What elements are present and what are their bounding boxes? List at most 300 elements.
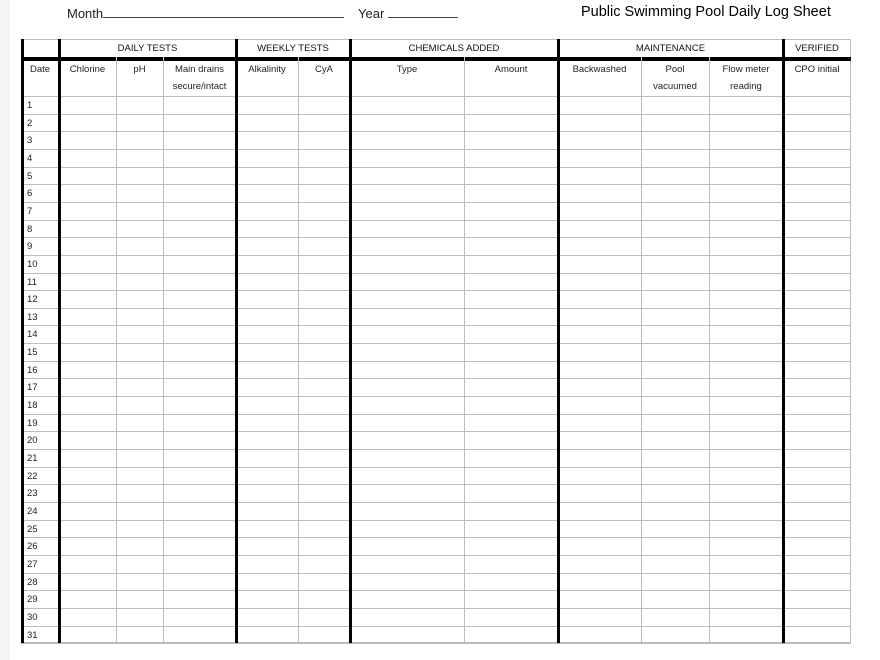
table-cell[interactable] (641, 449, 709, 467)
table-cell[interactable] (350, 414, 464, 432)
table-cell[interactable] (641, 396, 709, 414)
table-cell[interactable] (558, 467, 641, 485)
table-cell[interactable] (709, 343, 783, 361)
table-cell[interactable] (116, 573, 163, 591)
table-cell[interactable] (163, 414, 236, 432)
table-cell[interactable] (163, 167, 236, 185)
table-cell[interactable] (59, 608, 116, 626)
table-cell[interactable] (464, 378, 558, 396)
table-cell[interactable] (298, 520, 350, 538)
table-cell[interactable] (709, 484, 783, 502)
table-cell[interactable] (558, 502, 641, 520)
table-cell[interactable] (236, 449, 298, 467)
table-cell[interactable] (59, 484, 116, 502)
table-cell[interactable] (163, 608, 236, 626)
table-cell[interactable] (558, 590, 641, 608)
table-cell[interactable] (558, 378, 641, 396)
table-cell[interactable] (163, 555, 236, 573)
table-cell[interactable] (59, 361, 116, 379)
table-cell[interactable] (558, 149, 641, 167)
table-cell[interactable] (783, 537, 851, 555)
table-cell[interactable] (464, 184, 558, 202)
table-cell[interactable] (350, 149, 464, 167)
table-cell[interactable] (298, 555, 350, 573)
table-cell[interactable] (709, 325, 783, 343)
table-cell[interactable] (783, 467, 851, 485)
table-cell[interactable] (163, 325, 236, 343)
table-cell[interactable] (558, 343, 641, 361)
table-cell[interactable] (163, 626, 236, 644)
table-cell[interactable] (116, 467, 163, 485)
table-cell[interactable] (59, 467, 116, 485)
table-cell[interactable] (783, 431, 851, 449)
table-cell[interactable] (116, 537, 163, 555)
table-cell[interactable] (236, 184, 298, 202)
table-cell[interactable] (709, 290, 783, 308)
table-cell[interactable] (298, 502, 350, 520)
table-cell[interactable] (236, 237, 298, 255)
table-cell[interactable] (163, 343, 236, 361)
table-cell[interactable] (236, 202, 298, 220)
table-cell[interactable] (641, 202, 709, 220)
table-cell[interactable] (116, 325, 163, 343)
table-cell[interactable] (464, 290, 558, 308)
table-cell[interactable] (236, 414, 298, 432)
table-cell[interactable] (464, 396, 558, 414)
table-cell[interactable] (298, 114, 350, 132)
table-cell[interactable] (709, 361, 783, 379)
table-cell[interactable] (783, 308, 851, 326)
table-cell[interactable] (116, 237, 163, 255)
table-cell[interactable] (641, 167, 709, 185)
table-cell[interactable] (783, 167, 851, 185)
table-cell[interactable] (350, 626, 464, 644)
table-cell[interactable] (350, 220, 464, 238)
table-cell[interactable] (641, 220, 709, 238)
table-cell[interactable] (298, 378, 350, 396)
table-cell[interactable] (298, 361, 350, 379)
table-cell[interactable] (558, 573, 641, 591)
table-cell[interactable] (59, 520, 116, 538)
table-cell[interactable] (641, 608, 709, 626)
table-cell[interactable] (116, 131, 163, 149)
table-cell[interactable] (236, 590, 298, 608)
table-cell[interactable] (116, 343, 163, 361)
table-cell[interactable] (558, 325, 641, 343)
table-cell[interactable] (783, 220, 851, 238)
table-cell[interactable] (783, 502, 851, 520)
table-cell[interactable] (116, 378, 163, 396)
table-cell[interactable] (350, 449, 464, 467)
table-cell[interactable] (641, 96, 709, 114)
table-cell[interactable] (350, 343, 464, 361)
table-cell[interactable] (783, 202, 851, 220)
table-cell[interactable] (236, 325, 298, 343)
table-cell[interactable] (163, 467, 236, 485)
table-cell[interactable] (163, 131, 236, 149)
table-cell[interactable] (558, 184, 641, 202)
table-cell[interactable] (298, 325, 350, 343)
table-cell[interactable] (464, 467, 558, 485)
table-cell[interactable] (350, 573, 464, 591)
table-cell[interactable] (116, 220, 163, 238)
table-cell[interactable] (116, 449, 163, 467)
table-cell[interactable] (163, 255, 236, 273)
table-cell[interactable] (236, 537, 298, 555)
table-cell[interactable] (236, 361, 298, 379)
table-cell[interactable] (641, 237, 709, 255)
table-cell[interactable] (298, 237, 350, 255)
table-cell[interactable] (236, 555, 298, 573)
table-cell[interactable] (464, 502, 558, 520)
table-cell[interactable] (298, 96, 350, 114)
table-cell[interactable] (641, 467, 709, 485)
table-cell[interactable] (783, 626, 851, 644)
table-cell[interactable] (709, 467, 783, 485)
table-cell[interactable] (298, 343, 350, 361)
table-cell[interactable] (558, 414, 641, 432)
table-cell[interactable] (558, 361, 641, 379)
table-cell[interactable] (783, 184, 851, 202)
table-cell[interactable] (116, 202, 163, 220)
table-cell[interactable] (783, 378, 851, 396)
table-cell[interactable] (783, 114, 851, 132)
table-cell[interactable] (236, 131, 298, 149)
table-cell[interactable] (709, 414, 783, 432)
table-cell[interactable] (298, 184, 350, 202)
table-cell[interactable] (163, 502, 236, 520)
table-cell[interactable] (783, 414, 851, 432)
table-cell[interactable] (783, 96, 851, 114)
table-cell[interactable] (163, 396, 236, 414)
table-cell[interactable] (236, 484, 298, 502)
table-cell[interactable] (59, 573, 116, 591)
table-cell[interactable] (116, 184, 163, 202)
table-cell[interactable] (236, 573, 298, 591)
table-cell[interactable] (464, 573, 558, 591)
table-cell[interactable] (116, 273, 163, 291)
table-cell[interactable] (641, 590, 709, 608)
table-cell[interactable] (709, 449, 783, 467)
table-cell[interactable] (59, 378, 116, 396)
table-cell[interactable] (116, 484, 163, 502)
table-cell[interactable] (59, 555, 116, 573)
table-cell[interactable] (116, 626, 163, 644)
table-cell[interactable] (116, 114, 163, 132)
table-cell[interactable] (59, 626, 116, 644)
table-cell[interactable] (163, 96, 236, 114)
table-cell[interactable] (59, 114, 116, 132)
table-cell[interactable] (464, 308, 558, 326)
table-cell[interactable] (350, 484, 464, 502)
table-cell[interactable] (236, 343, 298, 361)
table-cell[interactable] (464, 255, 558, 273)
table-cell[interactable] (464, 537, 558, 555)
table-cell[interactable] (59, 290, 116, 308)
table-cell[interactable] (350, 467, 464, 485)
table-cell[interactable] (350, 167, 464, 185)
year-blank-line[interactable] (388, 5, 458, 18)
table-cell[interactable] (298, 431, 350, 449)
table-cell[interactable] (783, 273, 851, 291)
table-cell[interactable] (464, 484, 558, 502)
table-cell[interactable] (709, 555, 783, 573)
table-cell[interactable] (464, 449, 558, 467)
table-cell[interactable] (236, 396, 298, 414)
table-cell[interactable] (350, 431, 464, 449)
table-cell[interactable] (709, 255, 783, 273)
table-cell[interactable] (163, 149, 236, 167)
table-cell[interactable] (350, 255, 464, 273)
table-cell[interactable] (298, 537, 350, 555)
table-cell[interactable] (464, 520, 558, 538)
table-cell[interactable] (464, 220, 558, 238)
table-cell[interactable] (709, 202, 783, 220)
table-cell[interactable] (116, 502, 163, 520)
table-cell[interactable] (116, 290, 163, 308)
table-cell[interactable] (783, 396, 851, 414)
table-cell[interactable] (709, 167, 783, 185)
table-cell[interactable] (464, 167, 558, 185)
table-cell[interactable] (116, 167, 163, 185)
table-cell[interactable] (783, 484, 851, 502)
table-cell[interactable] (464, 361, 558, 379)
table-cell[interactable] (641, 378, 709, 396)
table-cell[interactable] (116, 396, 163, 414)
table-cell[interactable] (464, 149, 558, 167)
table-cell[interactable] (236, 167, 298, 185)
table-cell[interactable] (641, 537, 709, 555)
table-cell[interactable] (236, 378, 298, 396)
table-cell[interactable] (558, 114, 641, 132)
table-cell[interactable] (236, 431, 298, 449)
table-cell[interactable] (163, 237, 236, 255)
table-cell[interactable] (163, 378, 236, 396)
table-cell[interactable] (783, 131, 851, 149)
table-cell[interactable] (783, 590, 851, 608)
table-cell[interactable] (641, 520, 709, 538)
table-cell[interactable] (163, 573, 236, 591)
table-cell[interactable] (163, 431, 236, 449)
table-cell[interactable] (59, 131, 116, 149)
table-cell[interactable] (464, 202, 558, 220)
table-cell[interactable] (558, 202, 641, 220)
table-cell[interactable] (558, 520, 641, 538)
table-cell[interactable] (350, 555, 464, 573)
table-cell[interactable] (709, 396, 783, 414)
table-cell[interactable] (350, 308, 464, 326)
table-cell[interactable] (298, 131, 350, 149)
table-cell[interactable] (641, 308, 709, 326)
table-cell[interactable] (236, 255, 298, 273)
table-cell[interactable] (298, 449, 350, 467)
table-cell[interactable] (298, 396, 350, 414)
table-cell[interactable] (298, 273, 350, 291)
table-cell[interactable] (298, 167, 350, 185)
table-cell[interactable] (116, 149, 163, 167)
table-cell[interactable] (783, 149, 851, 167)
month-blank-line[interactable] (103, 5, 344, 18)
table-cell[interactable] (350, 184, 464, 202)
table-cell[interactable] (558, 96, 641, 114)
table-cell[interactable] (641, 290, 709, 308)
table-cell[interactable] (59, 502, 116, 520)
table-cell[interactable] (350, 202, 464, 220)
table-cell[interactable] (350, 396, 464, 414)
table-cell[interactable] (350, 131, 464, 149)
table-cell[interactable] (350, 237, 464, 255)
table-cell[interactable] (641, 255, 709, 273)
table-cell[interactable] (59, 184, 116, 202)
table-cell[interactable] (236, 96, 298, 114)
table-cell[interactable] (464, 414, 558, 432)
table-cell[interactable] (236, 467, 298, 485)
table-cell[interactable] (236, 308, 298, 326)
table-cell[interactable] (298, 414, 350, 432)
table-cell[interactable] (350, 590, 464, 608)
table-cell[interactable] (709, 96, 783, 114)
table-cell[interactable] (298, 590, 350, 608)
table-cell[interactable] (709, 273, 783, 291)
table-cell[interactable] (59, 325, 116, 343)
table-cell[interactable] (558, 537, 641, 555)
table-cell[interactable] (59, 237, 116, 255)
table-cell[interactable] (59, 96, 116, 114)
table-cell[interactable] (298, 202, 350, 220)
table-cell[interactable] (558, 555, 641, 573)
table-cell[interactable] (163, 484, 236, 502)
table-cell[interactable] (709, 378, 783, 396)
table-cell[interactable] (558, 626, 641, 644)
table-cell[interactable] (558, 484, 641, 502)
table-cell[interactable] (163, 202, 236, 220)
table-cell[interactable] (59, 149, 116, 167)
table-cell[interactable] (236, 520, 298, 538)
table-cell[interactable] (709, 431, 783, 449)
table-cell[interactable] (236, 502, 298, 520)
table-cell[interactable] (641, 114, 709, 132)
table-cell[interactable] (298, 220, 350, 238)
table-cell[interactable] (464, 343, 558, 361)
table-cell[interactable] (783, 555, 851, 573)
table-cell[interactable] (116, 431, 163, 449)
table-cell[interactable] (350, 378, 464, 396)
table-cell[interactable] (116, 308, 163, 326)
table-cell[interactable] (783, 325, 851, 343)
table-cell[interactable] (116, 414, 163, 432)
table-cell[interactable] (464, 131, 558, 149)
table-cell[interactable] (350, 96, 464, 114)
table-cell[interactable] (709, 237, 783, 255)
table-cell[interactable] (236, 608, 298, 626)
table-cell[interactable] (783, 573, 851, 591)
table-cell[interactable] (464, 431, 558, 449)
table-cell[interactable] (236, 220, 298, 238)
table-cell[interactable] (298, 308, 350, 326)
table-cell[interactable] (59, 449, 116, 467)
table-cell[interactable] (464, 325, 558, 343)
table-cell[interactable] (709, 590, 783, 608)
table-cell[interactable] (783, 608, 851, 626)
table-cell[interactable] (641, 184, 709, 202)
table-cell[interactable] (783, 237, 851, 255)
table-cell[interactable] (558, 396, 641, 414)
table-cell[interactable] (709, 502, 783, 520)
table-cell[interactable] (298, 573, 350, 591)
table-cell[interactable] (641, 414, 709, 432)
table-cell[interactable] (163, 449, 236, 467)
table-cell[interactable] (558, 308, 641, 326)
table-cell[interactable] (163, 361, 236, 379)
table-cell[interactable] (59, 431, 116, 449)
table-cell[interactable] (350, 520, 464, 538)
table-cell[interactable] (298, 626, 350, 644)
table-cell[interactable] (464, 555, 558, 573)
table-cell[interactable] (641, 361, 709, 379)
table-cell[interactable] (350, 273, 464, 291)
table-cell[interactable] (783, 290, 851, 308)
table-cell[interactable] (558, 431, 641, 449)
table-cell[interactable] (116, 361, 163, 379)
table-cell[interactable] (464, 626, 558, 644)
table-cell[interactable] (709, 149, 783, 167)
table-cell[interactable] (641, 149, 709, 167)
table-cell[interactable] (558, 131, 641, 149)
table-cell[interactable] (116, 590, 163, 608)
table-cell[interactable] (59, 396, 116, 414)
table-cell[interactable] (163, 220, 236, 238)
table-cell[interactable] (236, 114, 298, 132)
table-cell[interactable] (641, 484, 709, 502)
table-cell[interactable] (350, 608, 464, 626)
table-cell[interactable] (350, 325, 464, 343)
table-cell[interactable] (783, 449, 851, 467)
table-cell[interactable] (709, 573, 783, 591)
table-cell[interactable] (163, 114, 236, 132)
year-field[interactable] (358, 5, 458, 21)
table-cell[interactable] (236, 273, 298, 291)
table-cell[interactable] (558, 273, 641, 291)
table-cell[interactable] (783, 361, 851, 379)
table-cell[interactable] (464, 114, 558, 132)
table-cell[interactable] (464, 590, 558, 608)
table-cell[interactable] (116, 555, 163, 573)
table-cell[interactable] (298, 467, 350, 485)
table-cell[interactable] (709, 114, 783, 132)
table-cell[interactable] (116, 520, 163, 538)
table-cell[interactable] (116, 608, 163, 626)
table-cell[interactable] (783, 343, 851, 361)
table-cell[interactable] (641, 325, 709, 343)
table-cell[interactable] (163, 290, 236, 308)
table-cell[interactable] (350, 502, 464, 520)
table-cell[interactable] (236, 290, 298, 308)
table-cell[interactable] (558, 237, 641, 255)
table-cell[interactable] (558, 449, 641, 467)
table-cell[interactable] (709, 537, 783, 555)
table-cell[interactable] (641, 555, 709, 573)
table-cell[interactable] (298, 484, 350, 502)
table-cell[interactable] (59, 220, 116, 238)
table-cell[interactable] (163, 590, 236, 608)
table-cell[interactable] (641, 573, 709, 591)
table-cell[interactable] (641, 626, 709, 644)
table-cell[interactable] (709, 220, 783, 238)
table-cell[interactable] (59, 537, 116, 555)
table-cell[interactable] (709, 626, 783, 644)
table-cell[interactable] (709, 608, 783, 626)
table-cell[interactable] (59, 202, 116, 220)
